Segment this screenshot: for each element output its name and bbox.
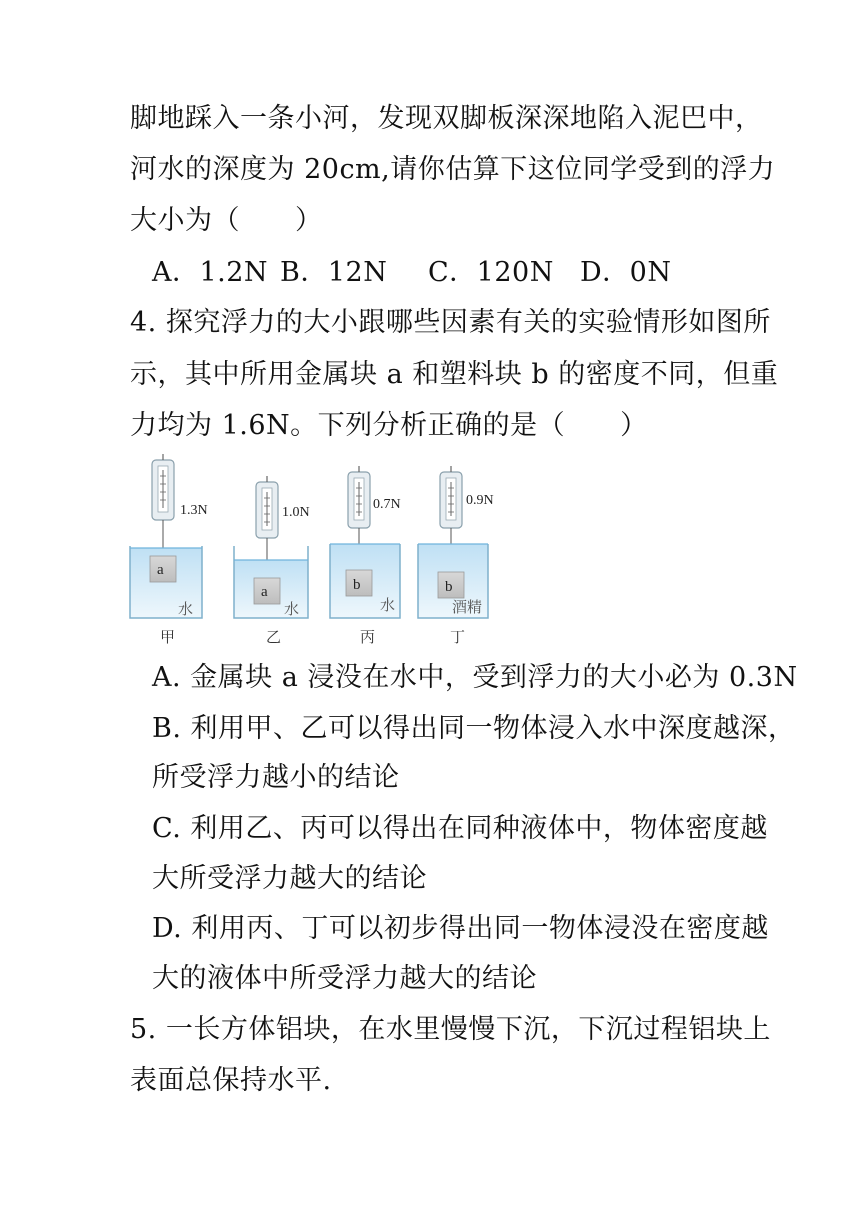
panel-yi-liquid: 水 xyxy=(284,600,300,618)
q3-line-3: 大小为（ ） xyxy=(130,205,323,236)
spring-scale xyxy=(440,466,462,528)
panel-yi xyxy=(234,476,310,646)
q4-option-c: C. 利用乙、丙可以得出在同种液体中，物体密度越 xyxy=(152,813,768,844)
panel-bing xyxy=(330,466,401,646)
q4-stem-line-1: 4. 探究浮力的大小跟哪些因素有关的实验情形如图所 xyxy=(130,307,771,338)
panel-ding-block: b xyxy=(445,579,453,595)
q4-stem-line-3: 力均为 1.6N。下列分析正确的是（ ） xyxy=(130,410,648,441)
panel-yi-reading: 1.0N xyxy=(282,505,310,520)
q5-line-2: 表面总保持水平. xyxy=(130,1065,332,1096)
q3-option-d: D．0N xyxy=(580,257,672,288)
panel-ding-liquid: 酒精 xyxy=(452,598,483,616)
q4-stem-line-2: 示，其中所用金属块 a 和塑料块 b 的密度不同，但重 xyxy=(130,359,779,390)
q4-option-d-cont: 大的液体中所受浮力越大的结论 xyxy=(152,963,537,994)
q3-line-2: 河水的深度为 20cm,请你估算下这位同学受到的浮力 xyxy=(130,154,776,185)
q3-options xyxy=(152,255,671,291)
spring-scale xyxy=(152,454,174,520)
q4-option-b-cont: 所受浮力越小的结论 xyxy=(152,762,400,793)
panel-ding-caption: 丁 xyxy=(450,628,466,646)
panel-jia-liquid: 水 xyxy=(178,600,194,618)
spring-scale xyxy=(256,476,278,538)
panel-jia-caption: 甲 xyxy=(160,628,176,646)
q3-option-b: B．12N xyxy=(280,257,388,288)
panel-ding xyxy=(418,466,494,646)
panel-jia-block: a xyxy=(157,562,164,578)
q4-option-b: B. 利用甲、乙可以得出同一物体浸入水中深度越深， xyxy=(152,713,796,744)
panel-yi-caption: 乙 xyxy=(266,628,282,646)
panel-bing-liquid: 水 xyxy=(380,596,396,614)
panel-yi-block: a xyxy=(261,584,268,600)
experiment-figure xyxy=(126,452,516,652)
q3-line-1: 脚地踩入一条小河，发现双脚板深深地陷入泥巴中， xyxy=(130,103,763,134)
q4-option-a: A. 金属块 a 浸没在水中，受到浮力的大小必为 0.3N xyxy=(152,662,798,693)
q4-option-c-cont: 大所受浮力越大的结论 xyxy=(152,863,427,894)
panel-bing-reading: 0.7N xyxy=(373,497,401,512)
panel-bing-block: b xyxy=(353,577,361,593)
q3-option-a: A．1.2N xyxy=(152,257,269,288)
panel-ding-reading: 0.9N xyxy=(466,493,494,508)
panel-jia xyxy=(130,454,208,646)
panel-jia-reading: 1.3N xyxy=(180,503,208,518)
q5-line-1: 5. 一长方体铝块，在水里慢慢下沉，下沉过程铝块上 xyxy=(130,1014,771,1045)
panel-bing-caption: 丙 xyxy=(360,628,376,646)
spring-scale xyxy=(348,466,370,528)
q4-option-d: D. 利用丙、丁可以初步得出同一物体浸没在密度越 xyxy=(152,913,769,944)
q3-option-c: C．120N xyxy=(428,257,554,288)
experiment-diagram xyxy=(126,452,516,652)
